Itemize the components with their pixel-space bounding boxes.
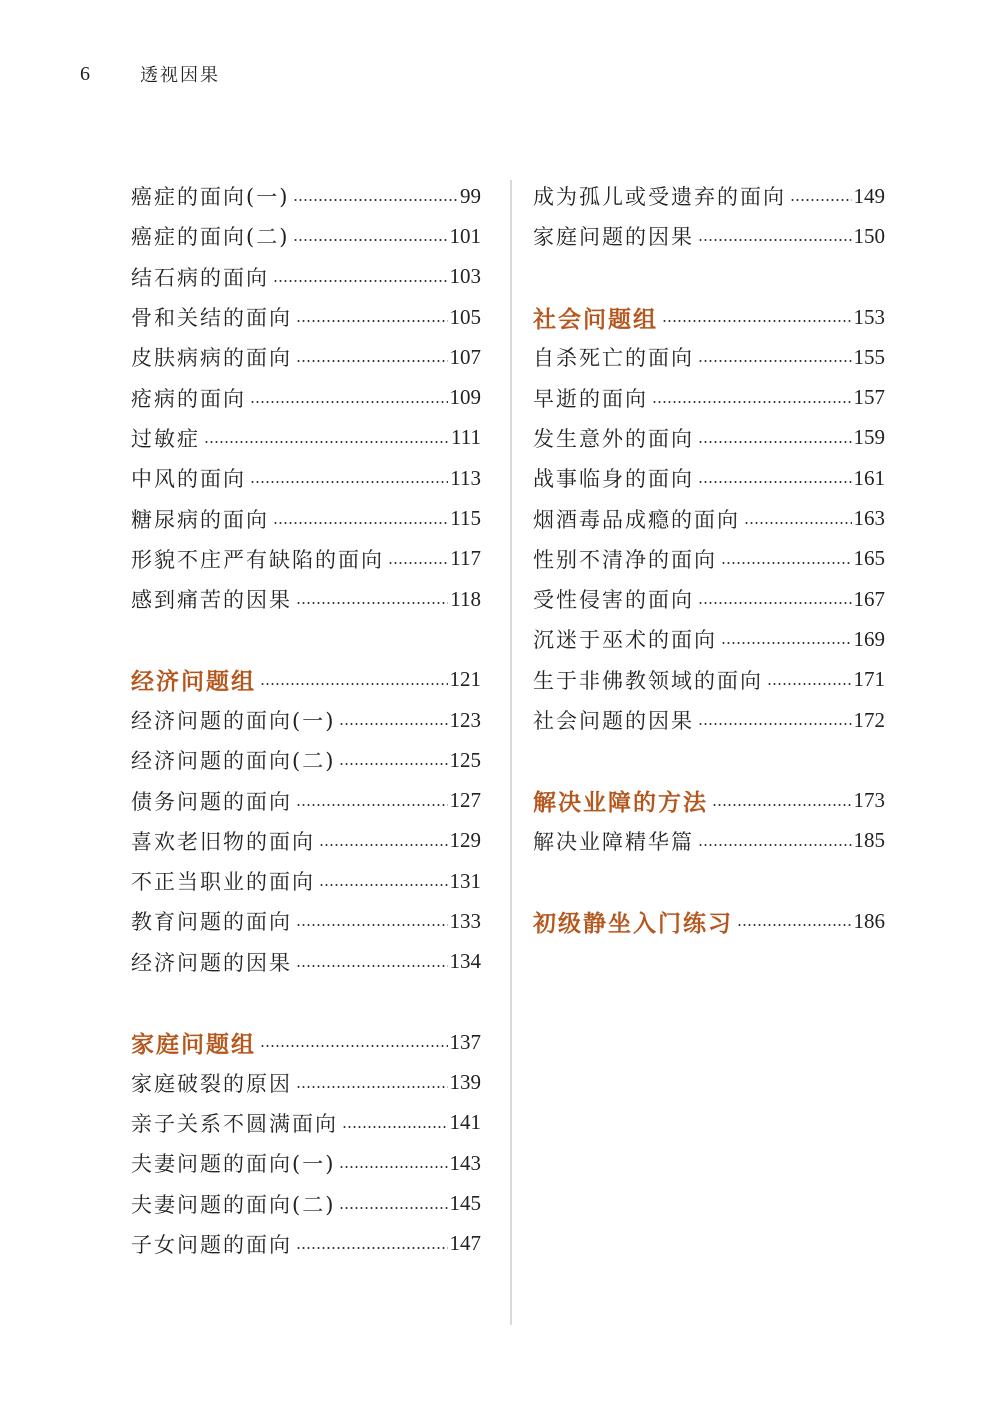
toc-entry-title: 发生意外的面向 [533,426,694,451]
toc-entry-title: 解决业障的方法 [533,789,708,817]
toc-entry[interactable] [533,176,885,216]
section-gap [131,982,481,1022]
toc-entry-title: 疮病的面向 [131,386,246,411]
toc-entry-page-number: 107 [449,344,481,369]
toc-entry-page-number: 111 [451,425,481,450]
dot-leader [260,683,448,685]
toc-entry[interactable] [533,821,885,861]
dot-leader [698,481,852,483]
toc-entry[interactable] [533,539,885,579]
toc-entry-title: 结石病的面向 [131,265,269,290]
toc-entry-page-number: 147 [449,1231,481,1256]
toc-entry[interactable] [131,458,481,498]
dot-leader [744,522,852,524]
column-divider [510,180,512,1325]
dot-leader [296,1086,448,1088]
toc-entry-title: 债务问题的面向 [131,789,292,814]
toc-entry-page-number: 141 [449,1110,481,1135]
section-gap [533,257,885,297]
toc-entry-page-number: 134 [449,949,481,974]
dot-leader [296,602,448,604]
dot-leader [388,562,448,564]
dot-leader [319,844,448,846]
toc-entry[interactable] [131,1224,481,1264]
toc-entry[interactable] [131,942,481,982]
toc-entry-title: 初级静坐入门练习 [533,909,733,937]
running-title: 透视因果 [140,65,220,86]
toc-entry-title: 夫妻问题的面向(二) [131,1192,336,1217]
toc-entry[interactable] [533,458,885,498]
toc-entry[interactable] [131,418,481,458]
toc-entry-page-number: 171 [853,667,885,692]
toc-entry-page-number: 125 [449,747,481,772]
dot-leader [273,280,448,282]
toc-entry-page-number: 165 [853,546,885,571]
toc-left-column [131,176,481,1264]
toc-section-heading[interactable] [131,1022,481,1062]
dot-leader [339,723,447,725]
toc-entry[interactable] [131,821,481,861]
toc-entry-title: 不正当职业的面向 [131,870,315,895]
toc-entry-title: 烟酒毒品成瘾的面向 [533,507,740,532]
toc-entry-title: 成为孤儿或受遗弃的面向 [533,185,786,210]
toc-entry[interactable] [131,901,481,941]
dot-leader [698,441,852,443]
toc-entry[interactable] [533,579,885,619]
toc-entry-page-number: 143 [449,1150,481,1175]
toc-section-heading[interactable] [131,660,481,700]
toc-entry-title: 自杀死亡的面向 [533,346,694,371]
dot-leader [698,844,852,846]
toc-entry-title: 解决业障精华篇 [533,829,694,854]
toc-entry-page-number: 169 [853,626,885,651]
toc-entry-title: 沉迷于巫术的面向 [533,628,717,653]
dot-leader [260,1045,448,1047]
dot-leader [790,199,852,201]
toc-entry-title: 糖尿病的面向 [131,507,269,532]
toc-entry[interactable] [131,1183,481,1223]
toc-entry-title: 家庭问题的因果 [533,225,694,250]
toc-entry[interactable] [131,377,481,417]
toc-entry[interactable] [131,740,481,780]
section-gap [533,861,885,901]
dot-leader [319,884,448,886]
toc-entry-title: 经济问题组 [131,668,256,696]
toc-entry[interactable] [131,861,481,901]
dot-leader [662,320,852,322]
toc-entry[interactable] [131,337,481,377]
toc-entry-title: 社会问题组 [533,305,658,333]
toc-entry[interactable] [533,619,885,659]
toc-entry-page-number: 118 [450,586,481,611]
toc-entry-title: 感到痛苦的因果 [131,588,292,613]
toc-entry[interactable] [533,418,885,458]
toc-entry-title: 早逝的面向 [533,386,648,411]
toc-entry-title: 形貌不庄严有缺陷的面向 [131,547,384,572]
toc-entry[interactable] [131,257,481,297]
toc-entry-page-number: 131 [449,868,481,893]
dot-leader [721,642,852,644]
toc-entry-title: 夫妻问题的面向(一) [131,1152,336,1177]
toc-entry[interactable] [131,1103,481,1143]
toc-entry[interactable] [533,377,885,417]
dot-leader [293,239,447,241]
toc-entry-title: 中风的面向 [131,467,246,492]
toc-entry-title: 教育问题的面向 [131,910,292,935]
toc-entry-title: 骨和关结的面向 [131,306,292,331]
dot-leader [250,481,448,483]
toc-entry-page-number: 150 [853,223,885,248]
dot-leader [698,360,852,362]
toc-entry-title: 社会问题的因果 [533,709,694,733]
dot-leader [250,401,448,403]
toc-entry-page-number: 157 [853,385,885,410]
toc-right-column [533,176,885,942]
toc-entry-page-number: 185 [853,828,885,853]
dot-leader [296,360,448,362]
toc-entry-title: 亲子关系不圆满面向 [131,1111,338,1136]
toc-entry-page-number: 123 [449,707,481,732]
toc-entry-title: 经济问题的面向(一) [131,709,336,733]
toc-entry-page-number: 161 [853,465,885,490]
toc-entry[interactable] [131,297,481,337]
dot-leader [767,683,852,685]
toc-section-heading[interactable] [533,780,885,820]
dot-leader [339,763,447,765]
toc-entry-page-number: 163 [853,506,885,531]
dot-leader [698,602,852,604]
toc-entry-title: 家庭破裂的原因 [131,1071,292,1096]
toc-entry[interactable] [131,1143,481,1183]
dot-leader [652,401,852,403]
section-gap [131,619,481,659]
dot-leader [737,924,852,926]
dot-leader [293,199,458,201]
toc-entry-page-number: 101 [449,223,481,248]
dot-leader [296,965,448,967]
toc-entry-page-number: 173 [853,788,885,813]
toc-entry-page-number: 137 [449,1029,481,1054]
toc-entry-page-number: 121 [449,667,481,692]
toc-entry-page-number: 117 [450,546,481,571]
toc-entry-page-number: 99 [460,183,481,208]
toc-entry-page-number: 113 [450,465,481,490]
dot-leader [273,522,448,524]
toc-section-heading[interactable] [533,297,885,337]
dot-leader [339,1207,447,1209]
toc-entry[interactable] [533,700,885,740]
page-number: 6 [80,62,90,85]
toc-entry-page-number: 172 [853,707,885,732]
page-header [80,58,220,90]
dot-leader [296,1247,448,1249]
section-gap [533,740,885,780]
toc-entry-title: 性别不清净的面向 [533,547,717,572]
toc-entry-page-number: 133 [449,908,481,933]
toc-entry[interactable] [131,579,481,619]
toc-entry-title: 家庭问题组 [131,1030,256,1058]
toc-entry-title: 经济问题的因果 [131,950,292,975]
toc-entry[interactable] [533,498,885,538]
toc-entry-page-number: 149 [853,183,885,208]
toc-entry[interactable] [131,1063,481,1103]
toc-entry-page-number: 109 [449,385,481,410]
toc-entry[interactable] [533,660,885,700]
toc-entry-page-number: 159 [853,425,885,450]
toc-section-heading[interactable] [533,901,885,941]
toc-entry-title: 受性侵害的面向 [533,588,694,613]
toc-entry-page-number: 129 [449,828,481,853]
dot-leader [296,320,448,322]
toc-entry-page-number: 186 [853,908,885,933]
toc-entry-title: 经济问题的面向(二) [131,749,336,774]
dot-leader [296,804,448,806]
dot-leader [721,562,852,564]
toc-entry-title: 战事临身的面向 [533,467,694,492]
dot-leader [204,441,449,443]
toc-entry-page-number: 127 [449,788,481,813]
toc-entry-title: 生于非佛教领域的面向 [533,668,763,693]
toc-entry[interactable] [131,498,481,538]
toc-entry[interactable] [533,337,885,377]
toc-entry[interactable] [131,780,481,820]
toc-entry-title: 皮肤病病的面向 [131,346,292,371]
toc-entry[interactable] [131,539,481,579]
toc-entry[interactable] [131,216,481,256]
toc-entry-page-number: 155 [853,344,885,369]
toc-entry-title: 子女问题的面向 [131,1232,292,1257]
toc-entry-title: 癌症的面向(二) [131,225,290,250]
toc-entry-page-number: 105 [449,304,481,329]
dot-leader [698,239,852,241]
toc-entry-page-number: 167 [853,586,885,611]
toc-entry-page-number: 139 [449,1070,481,1095]
toc-entry[interactable] [131,700,481,740]
toc-entry-page-number: 153 [853,304,885,329]
toc-entry-page-number: 115 [450,506,481,531]
dot-leader [342,1126,448,1128]
toc-entry[interactable] [131,176,481,216]
dot-leader [712,804,852,806]
dot-leader [698,723,852,725]
toc-entry[interactable] [533,216,885,256]
toc-entry-title: 过敏症 [131,426,200,451]
toc-entry-page-number: 145 [449,1191,481,1216]
dot-leader [296,924,448,926]
dot-leader [339,1166,447,1168]
toc-entry-page-number: 103 [449,264,481,289]
toc-entry-title: 癌症的面向(一) [131,185,290,210]
toc-entry-title: 喜欢老旧物的面向 [131,829,315,854]
